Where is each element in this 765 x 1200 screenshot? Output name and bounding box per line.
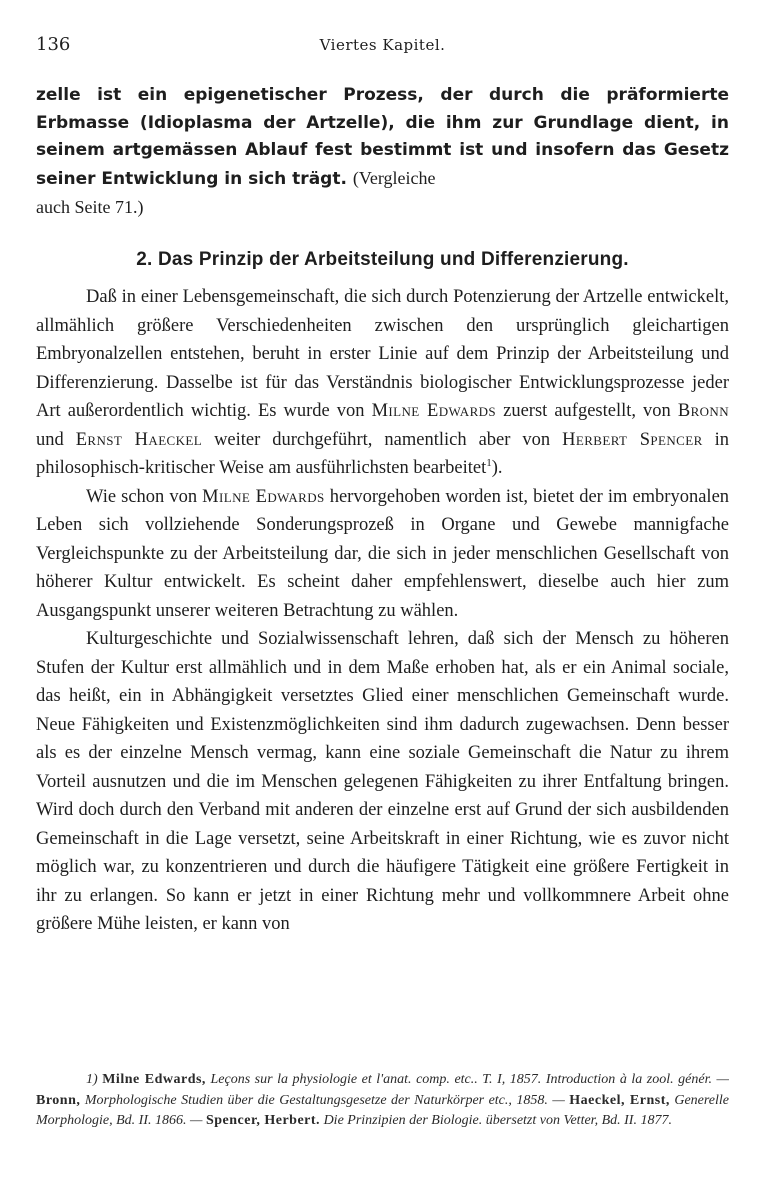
paragraph-1	[36, 283, 729, 483]
footnote-ref: Generelle Morphologie, Bd. II. 1866. —	[36, 1092, 730, 1128]
footnote-ref: Morphologische Studien über die Gestaltungsgesetze der Naturkörper etc., 1858. —	[84, 1092, 565, 1108]
footnotes	[36, 1070, 729, 1132]
p1-text-e: in philosophisch-kritischer Weise am ausführlichsten bearbeitet	[36, 429, 730, 478]
chapter-title: Viertes Kapitel.	[319, 36, 446, 54]
p2-text-b: hervorgehoben worden ist, bietet der im embryonalen Leben sich vollziehende Sonderungsprozeß in Organe und Gewebe mannigfache Vergleichspunkte zu der Arbeitsteilung dar, die sich in jeder menschlichen Gesellschaft von höherer Kultur entwickelt. Es scheint daher empfehlenswert, dieselbe auch hier zum Ausgangspunkt unserer weiteren Betrachtung zu wählen.	[36, 486, 730, 621]
footnote-1	[36, 1070, 729, 1132]
body-text	[36, 283, 729, 939]
p1-text-d: weiter durchgeführt, namentlich aber von	[214, 429, 551, 450]
paragraph-2	[36, 483, 729, 626]
footnote-author: Milne Edwards,	[102, 1072, 206, 1087]
page-number: 136	[36, 34, 71, 55]
p2-text-a: Wie schon von	[86, 486, 198, 507]
p1-text-a: Daß in einer Lebensgemeinschaft, die sich durch Potenzierung der Artzelle entwickelt, allmählich größere Verschiedenheiten zwischen den ursprünglich gleichartigen Embryonalzellen entstehen, beruht in erster Linie auf dem Prinzip der Arbeitsteilung und Differenzierung. Dasselbe ist für das Verständnis biologischer Entwicklungsprozesse jeder Art außerordentlich wichtig. Es wurde von	[36, 287, 729, 421]
author-name: Bronn	[677, 401, 730, 421]
running-head	[36, 34, 729, 64]
footnote-author: Bronn,	[36, 1092, 81, 1108]
author-name: Milne Edwards	[202, 486, 325, 507]
p1-text-f: ).	[491, 458, 503, 478]
footnote-ref: Leçons sur la physiologie et l'anat. comp. etc.. T. I, 1857. Introduction à la zool. génér. —	[210, 1072, 729, 1087]
footnote-author: Spencer, Herbert.	[205, 1113, 321, 1128]
paragraph-3: Kulturgeschichte und Sozialwissenschaft lehren, daß sich der Mensch zu höheren Stufen der Kultur erst allmählich und in dem Maße erhoben hat, als er ein Animal sociale, das heißt, ein in Abhängigkeit versetztes Glied einer menschlichen Gemeinschaft wurde. Neue Fähigkeiten und Existenzmöglichkeiten sind ihm dadurch zugewachsen. Denn besser als es der einzelne Mensch vermag, kann eine soziale Gemeinschaft die Natur zu ihrem Vorteil ausnutzen und die im Menschen gelegenen Fähigkeiten zu ihrer Entfaltung bringen. Wird doch durch den Verband mit anderen der einzelne erst auf Grund der sich ausbildenden Gemeinschaft in die Lage versetzt, seine Arbeitskraft in einer Richtung, wie es zuvor nicht möglich war, zu konzentrieren und durch die häufigere Tätigkeit eine größere Fertigkeit in ihr zu erlangen. So kann er jetzt in einer Richtung mehr und vollkommnere Arbeit ohne größere Mühe leisten, er kann von	[36, 629, 729, 934]
footnote-ref: Die Prinzipien der Biologie. übersetzt von Vetter, Bd. II. 1877.	[323, 1113, 672, 1128]
author-name: Milne Edwards	[371, 401, 497, 421]
footnote-author: Haeckel, Ernst,	[569, 1092, 670, 1108]
p1-text-b: zuerst aufgestellt, von	[503, 401, 671, 421]
intro-reference-end: auch Seite 71.)	[36, 197, 144, 217]
intro-continuation	[36, 82, 729, 193]
intro-reference: (Vergleiche	[352, 167, 436, 188]
p1-text-c: und	[36, 429, 64, 450]
author-name: Ernst Haeckel	[75, 429, 203, 450]
footnote-marker[interactable]: 1	[486, 456, 492, 469]
intro-bold-text: zelle ist ein epigenetischer Prozess, der durch die präformierte Erbmasse (Idioplasma der Artzelle), die ihm zur Grundlage dient, in seinem artgemässen Ablauf fest bestimmt ist und insofern das Gesetz seiner Entwicklung in sich trägt.	[36, 85, 729, 189]
author-name: Herbert Spencer	[562, 429, 703, 450]
book-page	[36, 0, 730, 1128]
section-heading: 2. Das Prinzip der Arbeitsteilung und Differenzierung.	[136, 249, 629, 270]
footnote-label: 1)	[86, 1072, 98, 1087]
